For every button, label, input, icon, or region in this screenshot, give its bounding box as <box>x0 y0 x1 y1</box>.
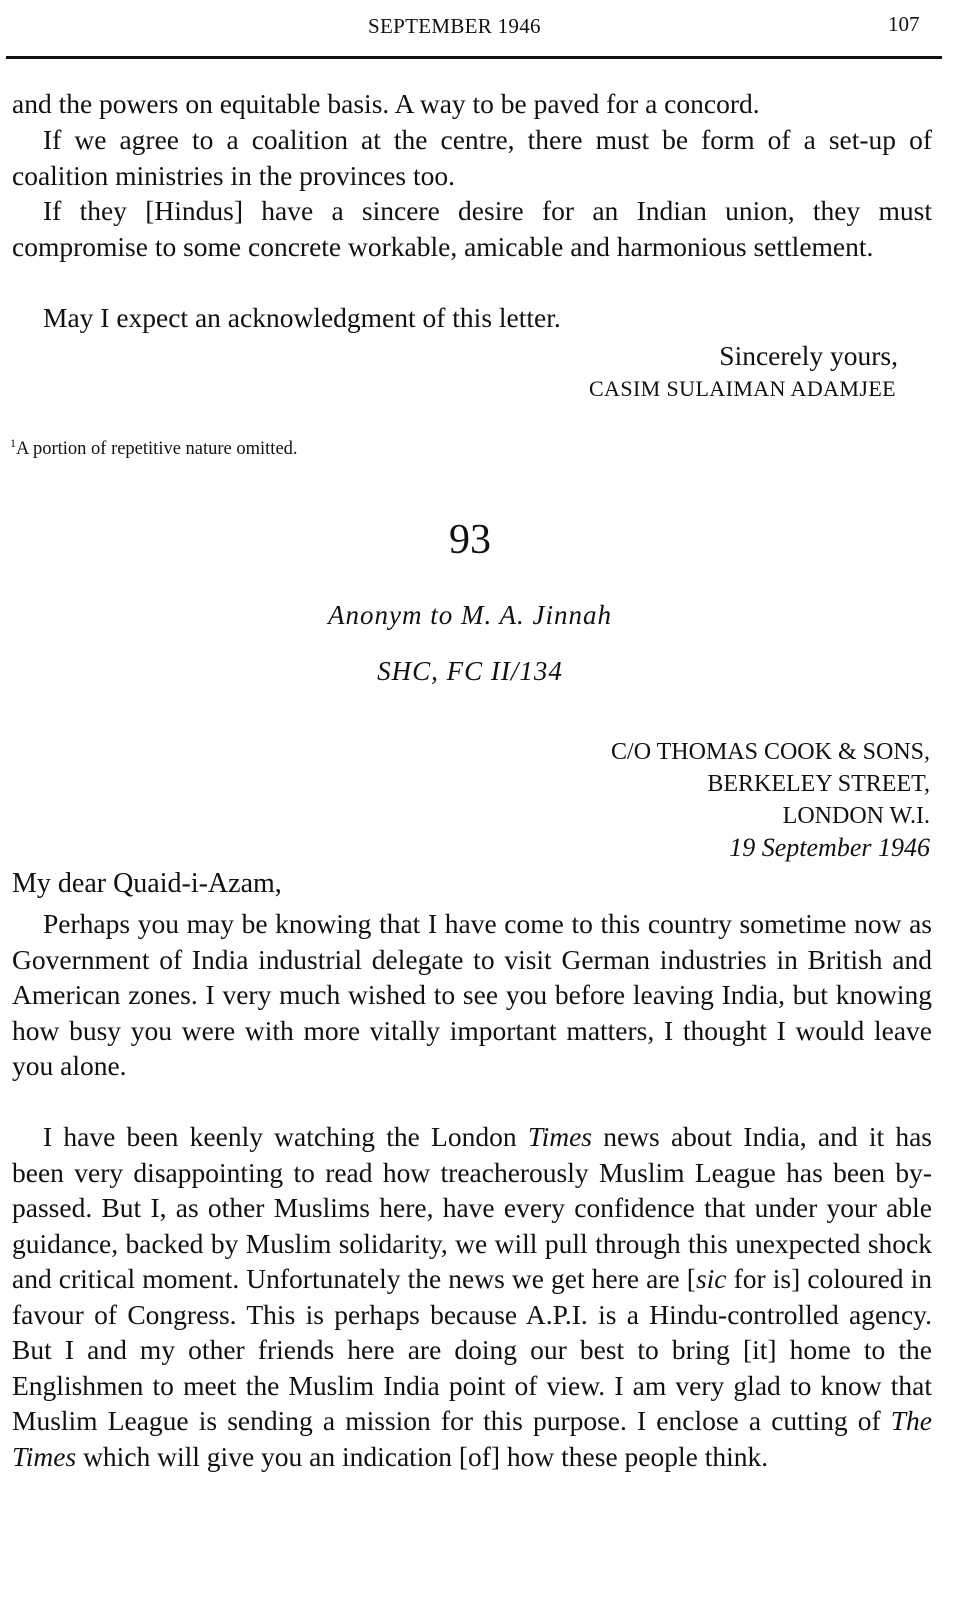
letter-end-paragraph-4: May I expect an acknowledgment of this letter. <box>43 302 561 333</box>
page-number: 107 <box>888 12 920 36</box>
footnote <box>10 436 298 460</box>
times-title: Times <box>527 1121 592 1152</box>
body-paragraph-1: Perhaps you may be knowing that I have come to this country sometime now as Government of India industrial delegate to visit German industries in British and American zones. I very much wished to see you before leaving India, but knowing how busy you were with more vitally important matters, I thought I would leave you alone. <box>12 908 932 1081</box>
header-rule <box>6 56 942 59</box>
body2-text-b: news about India, and it has been very disappointing to read how treacherously Muslim League has been by-passed. But I, as other Muslims here, have every confidence that under your able guidance, backed by Muslim solidarity, we will pull through this unexpected shock and critical moment. Unfortunately the news we get here are [ <box>12 1121 932 1294</box>
sic-term: sic <box>695 1263 727 1294</box>
address-line-2: BERKELEY STREET, <box>707 771 930 797</box>
body2-text-d: which will give you an indication [of] how these people think. <box>76 1440 769 1472</box>
body2-text-a: I have been keenly watching the London <box>43 1121 528 1152</box>
address-line-3: LONDON W.I. <box>782 803 930 829</box>
footnote-marker: 1 <box>10 436 16 450</box>
body-paragraph-2 <box>12 1119 932 1474</box>
closing-line: Sincerely yours, <box>719 340 898 371</box>
letter-date: 19 September 1946 <box>729 833 930 862</box>
the-times-title: The Times <box>12 1405 932 1472</box>
document-heading: Anonym to M. A. Jinnah <box>328 600 612 630</box>
running-header <box>0 12 968 46</box>
body2-text-c: for is] coloured in favour of Congress. This is perhaps because A.P.I. is a Hindu-controlled agency. But I and my other friends here are doing our best to bring [it] home to the Englishmen to meet the Muslim India point of view. I am very glad to know that Muslim League is sending a mission for this purpose. I enclose a cutting of <box>12 1263 933 1436</box>
document-number: 93 <box>449 517 491 563</box>
signature: CASIM SULAIMAN ADAMJEE <box>588 376 896 401</box>
sender-address <box>611 736 930 864</box>
address-line-1: C/O THOMAS COOK & SONS, <box>611 739 930 765</box>
letter-end-paragraph-3: If they [Hindus] have a sincere desire for an Indian union, they must compromise to some concrete workable, amicable and harmonious settlement. <box>12 195 932 262</box>
document-source: SHC, FC II/134 <box>377 656 563 686</box>
letter-end-paragraph-1: and the powers on equitable basis. A way to be paved for a concord. <box>12 88 760 119</box>
salutation: My dear Quaid-i-Azam, <box>12 868 282 899</box>
running-title: SEPTEMBER 1946 <box>368 14 541 38</box>
letter-end-paragraph-2: If we agree to a coalition at the centre, there must be form of a set-up of coalition ministries in the provinces too. <box>12 124 932 191</box>
footnote-text: A portion of repetitive nature omitted. <box>16 439 298 459</box>
